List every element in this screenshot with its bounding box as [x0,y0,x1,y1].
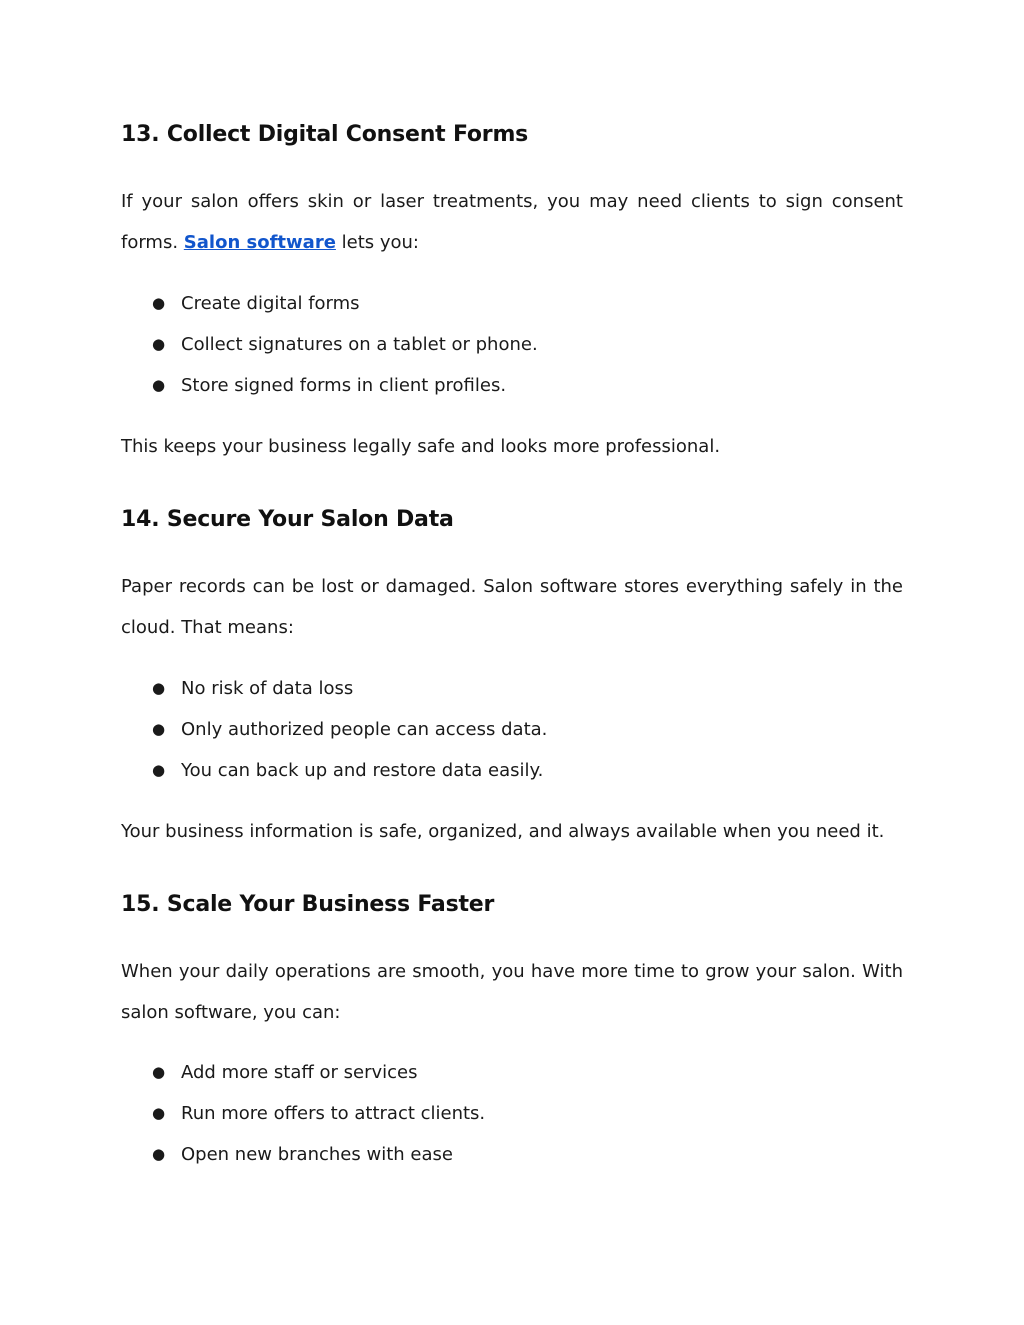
list-item: ● Add more staff or services [121,1052,903,1093]
bullet-icon: ● [152,761,166,779]
section-intro: When your daily operations are smooth, you have more time to grow your salon. With salon software, you can: [121,961,903,1023]
list-item: ● Run more offers to attract clients. [121,1093,903,1134]
bullet-icon: ● [152,376,166,394]
list-item: ● Open new branches with ease [121,1134,903,1175]
bullet-icon: ● [152,1104,166,1122]
section-heading: 13. Collect Digital Consent Forms [121,122,529,147]
section-intro [121,181,903,263]
intro-text-tail: lets you: [335,232,419,253]
list-item: ● Only authorized people can access data. [121,709,903,750]
list-item: ● Store signed forms in client profiles. [121,365,903,406]
bullet-list [121,1052,903,1175]
section-heading: 14. Secure Your Salon Data [121,507,454,532]
list-item: ● Collect signatures on a tablet or phone. [121,324,903,365]
bullet-icon: ● [152,1063,166,1081]
intro-text: If your salon offers skin or laser treatments, you may need clients to sign consent forms. [121,191,903,253]
section-closing: This keeps your business legally safe and looks more professional. [121,436,721,457]
bullet-icon: ● [152,294,166,312]
bullet-icon: ● [152,720,166,738]
list-item: ● No risk of data loss [121,668,903,709]
bullet-icon: ● [152,335,166,353]
list-item: ● Create digital forms [121,283,903,324]
salon-software-link[interactable]: Salon software [183,232,336,253]
section-heading: 15. Scale Your Business Faster [121,892,495,917]
section-closing: Your business information is safe, organized, and always available when you need it. [121,821,885,842]
section-intro: Paper records can be lost or damaged. Salon software stores everything safely in the cloud. That means: [121,576,903,638]
bullet-list [121,283,903,406]
bullet-list [121,668,903,791]
bullet-icon: ● [152,679,166,697]
bullet-icon: ● [152,1145,166,1163]
list-item: ● You can back up and restore data easily. [121,750,903,791]
